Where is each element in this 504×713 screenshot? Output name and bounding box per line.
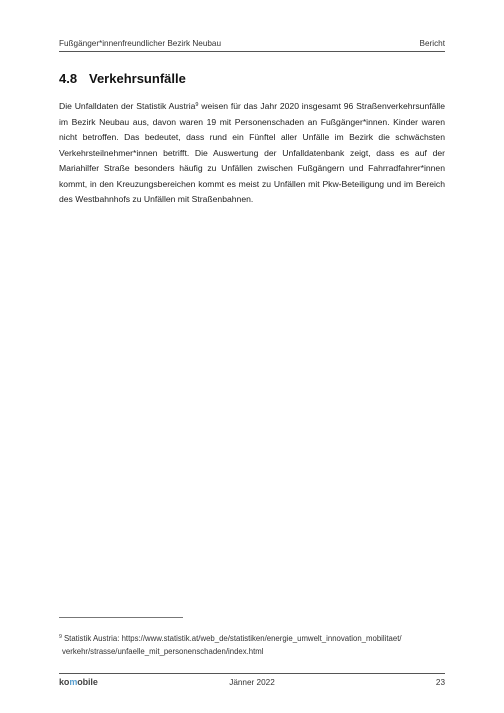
paragraph-line: nicht betroffen. Das bedeutet, dass rund ein Fünftel aller Unfälle im Bezirk die schwächsten <box>59 132 445 142</box>
footnote-divider <box>59 617 183 618</box>
paragraph-line-start: Die Unfalldaten der Statistik Austria <box>59 101 196 111</box>
section-title: Verkehrsunfälle <box>89 71 186 86</box>
footnote-reference: 9 <box>195 102 199 108</box>
header-divider <box>59 51 445 52</box>
footnote-mark: 9 <box>59 634 62 640</box>
body-paragraph <box>59 98 445 208</box>
logo-suffix: obile <box>77 677 98 687</box>
footer-date: Jänner 2022 <box>229 678 275 687</box>
section-number: 4.8 <box>59 71 78 86</box>
paragraph-line: des Westbahnhofs zu Unfällen mit Straßenbahnen. <box>59 194 254 204</box>
section-heading <box>59 71 186 86</box>
running-header-title: Fußgänger*innenfreundlicher Bezirk Neubau <box>59 39 222 48</box>
paragraph-line: Verkehrsteilnehmer*innen betrifft. Die Auswertung der Unfalldatenbank zeigt, dass es auf der <box>59 147 445 158</box>
paragraph-line: im Bezirk Neubau aus, davon waren 19 mit Personenschaden an Fußgänger*innen. Kinder waren <box>59 116 445 127</box>
footer-divider <box>59 673 445 674</box>
paragraph-line <box>59 98 445 115</box>
footnote-text[interactable]: Statistik Austria: https://www.statistik.at/web_de/statistiken/energie_umwelt_innovation_mobilitaet/ <box>63 634 402 643</box>
footnote-line <box>59 631 459 646</box>
logo-prefix: ko <box>59 677 70 687</box>
paragraph-line: kommt, in den Kreuzungsbereichen kommt es meist zu Unfällen mit Pkw-Beteiligung und im Bereich <box>59 178 445 189</box>
page-number: 23 <box>435 678 445 687</box>
footnote <box>59 631 459 658</box>
running-header-section: Bericht <box>419 39 445 48</box>
logo-accent: m <box>69 677 78 687</box>
footnote-line-continued[interactable]: verkehr/strasse/unfaelle_mit_personenschaden/index.html <box>62 646 264 656</box>
paragraph-line: Mariahilfer Straße besonders häufig zu Unfällen zwischen Fußgängern und Fahrradfahrer*innen <box>59 163 445 173</box>
paragraph-line-rest: weisen für das Jahr 2020 insgesamt 96 Straßenverkehrsunfälle <box>198 101 445 111</box>
